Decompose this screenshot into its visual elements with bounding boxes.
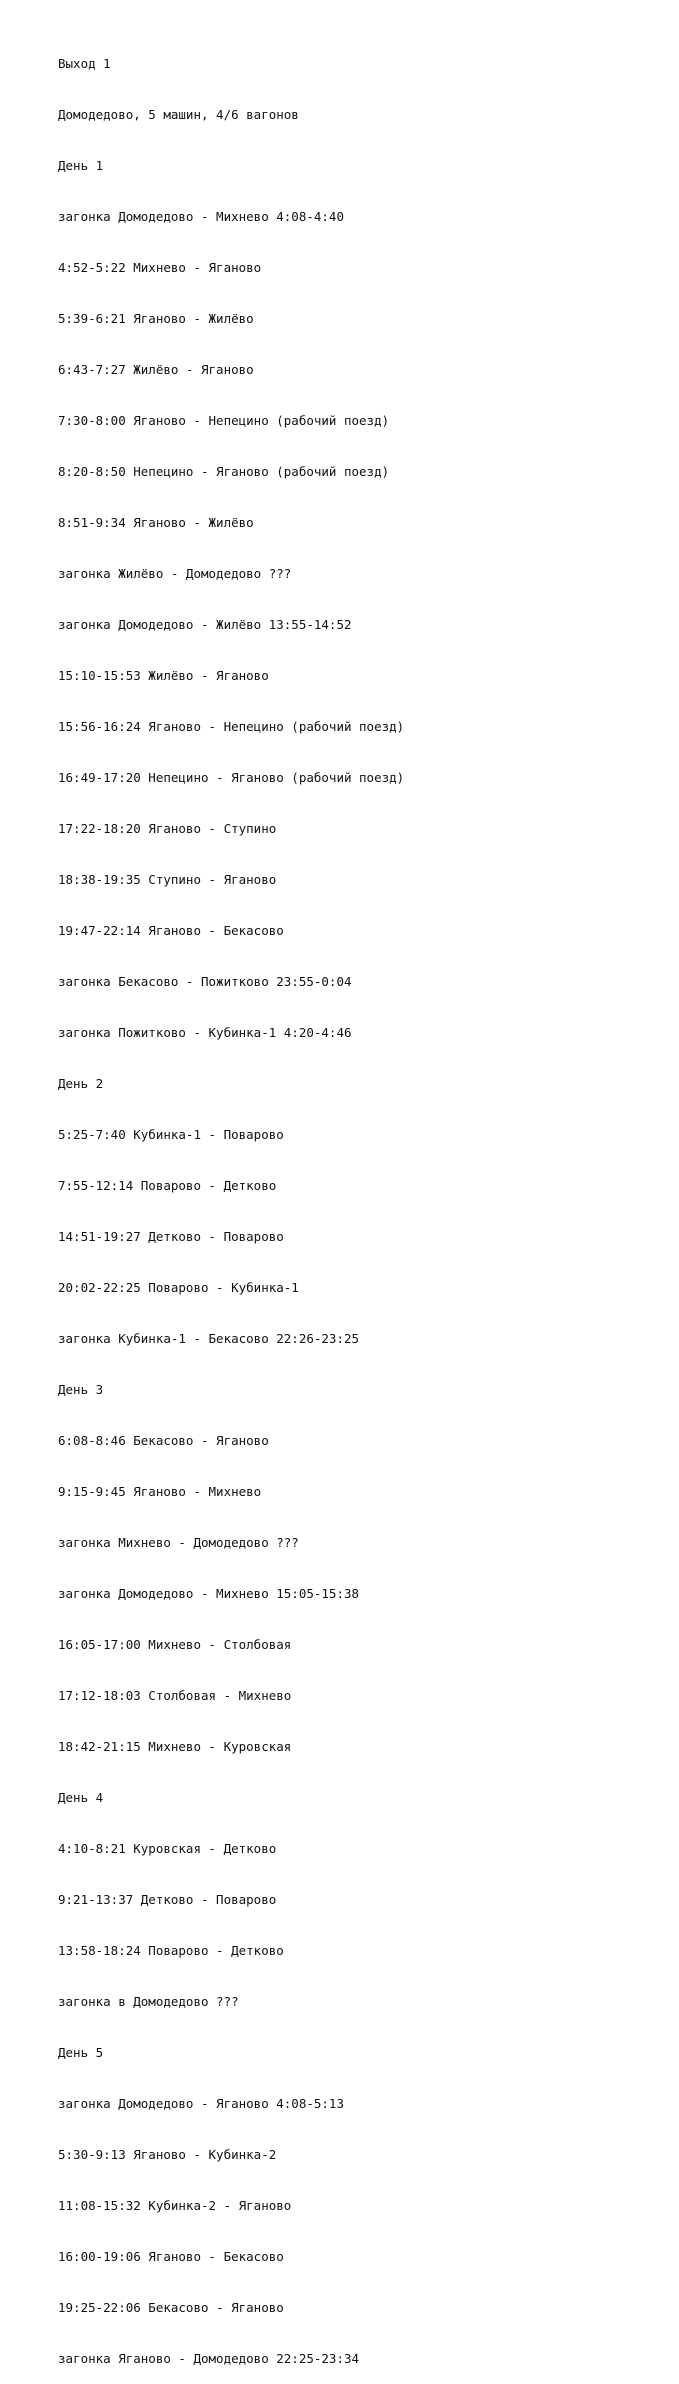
schedule-line: 7:30-8:00 Яганово - Непецино (рабочий поезд) bbox=[58, 413, 390, 428]
schedule-line: загонка Кубинка-1 - Бекасово 22:26-23:25 bbox=[58, 1331, 360, 1346]
day-heading: День 4 bbox=[58, 1790, 104, 1805]
day-heading: День 1 bbox=[58, 158, 104, 173]
schedule-line: 5:25-7:40 Кубинка-1 - Поварово bbox=[58, 1127, 284, 1142]
schedule-line: загонка в Домодедово ??? bbox=[58, 1994, 239, 2009]
schedule-line: 20:02-22:25 Поварово - Кубинка-1 bbox=[58, 1280, 299, 1295]
schedule-line: 19:25-22:06 Бекасово - Яганово bbox=[58, 2300, 284, 2315]
schedule-line: загонка Домодедово - Михнево 4:08-4:40 bbox=[58, 209, 344, 224]
doc-title: Выход 1 bbox=[58, 56, 111, 71]
schedule-line: 17:22-18:20 Яганово - Ступино bbox=[58, 821, 277, 836]
schedule-line: 9:21-13:37 Детково - Поварово bbox=[58, 1892, 277, 1907]
schedule-line: 5:30-9:13 Яганово - Кубинка-2 bbox=[58, 2147, 277, 2162]
schedule-line: загонка Михнево - Домодедово ??? bbox=[58, 1535, 299, 1550]
schedule-line: 8:51-9:34 Яганово - Жилёво bbox=[58, 515, 254, 530]
schedule-line: 16:00-19:06 Яганово - Бекасово bbox=[58, 2249, 284, 2264]
doc-subtitle: Домодедово, 5 машин, 4/6 вагонов bbox=[58, 107, 299, 122]
schedule-line: загонка Бекасово - Пожитково 23:55-0:04 bbox=[58, 974, 352, 989]
day-heading: День 2 bbox=[58, 1076, 104, 1091]
schedule-line: 18:42-21:15 Михнево - Куровская bbox=[58, 1739, 292, 1754]
schedule-line: 13:58-18:24 Поварово - Детково bbox=[58, 1943, 284, 1958]
schedule-line: 15:10-15:53 Жилёво - Яганово bbox=[58, 668, 269, 683]
schedule-line: загонка Пожитково - Кубинка-1 4:20-4:46 bbox=[58, 1025, 352, 1040]
schedule-line: 16:05-17:00 Михнево - Столбовая bbox=[58, 1637, 292, 1652]
schedule-line: 6:43-7:27 Жилёво - Яганово bbox=[58, 362, 254, 377]
schedule-line: 6:08-8:46 Бекасово - Яганово bbox=[58, 1433, 269, 1448]
schedule-line: 18:38-19:35 Ступино - Яганово bbox=[58, 872, 277, 887]
schedule-line: 9:15-9:45 Яганово - Михнево bbox=[58, 1484, 262, 1499]
schedule-line: 5:39-6:21 Яганово - Жилёво bbox=[58, 311, 254, 326]
schedule-line: загонка Яганово - Домодедово 22:25-23:34 bbox=[58, 2351, 360, 2366]
schedule-line: 4:52-5:22 Михнево - Яганово bbox=[58, 260, 262, 275]
schedule-line: загонка Домодедово - Михнево 15:05-15:38 bbox=[58, 1586, 360, 1601]
schedule-line: 14:51-19:27 Детково - Поварово bbox=[58, 1229, 284, 1244]
schedule-line: 19:47-22:14 Яганово - Бекасово bbox=[58, 923, 284, 938]
schedule-line: загонка Домодедово - Яганово 4:08-5:13 bbox=[58, 2096, 344, 2111]
day-heading: День 5 bbox=[58, 2045, 104, 2060]
schedule-line: 17:12-18:03 Столбовая - Михнево bbox=[58, 1688, 292, 1703]
schedule-line: 4:10-8:21 Куровская - Детково bbox=[58, 1841, 277, 1856]
schedule-line: 7:55-12:14 Поварово - Детково bbox=[58, 1178, 277, 1193]
day-heading: День 3 bbox=[58, 1382, 104, 1397]
schedule-line: 15:56-16:24 Яганово - Непецино (рабочий поезд) bbox=[58, 719, 405, 734]
schedule-line: загонка Домодедово - Жилёво 13:55-14:52 bbox=[58, 617, 352, 632]
schedule-line: 11:08-15:32 Кубинка-2 - Яганово bbox=[58, 2198, 292, 2213]
schedule-line: загонка Жилёво - Домодедово ??? bbox=[58, 566, 292, 581]
schedule-line: 8:20-8:50 Непецино - Яганово (рабочий поезд) bbox=[58, 464, 390, 479]
schedule-line: 16:49-17:20 Непецино - Яганово (рабочий поезд) bbox=[58, 770, 405, 785]
schedule-document bbox=[58, 21, 404, 2384]
